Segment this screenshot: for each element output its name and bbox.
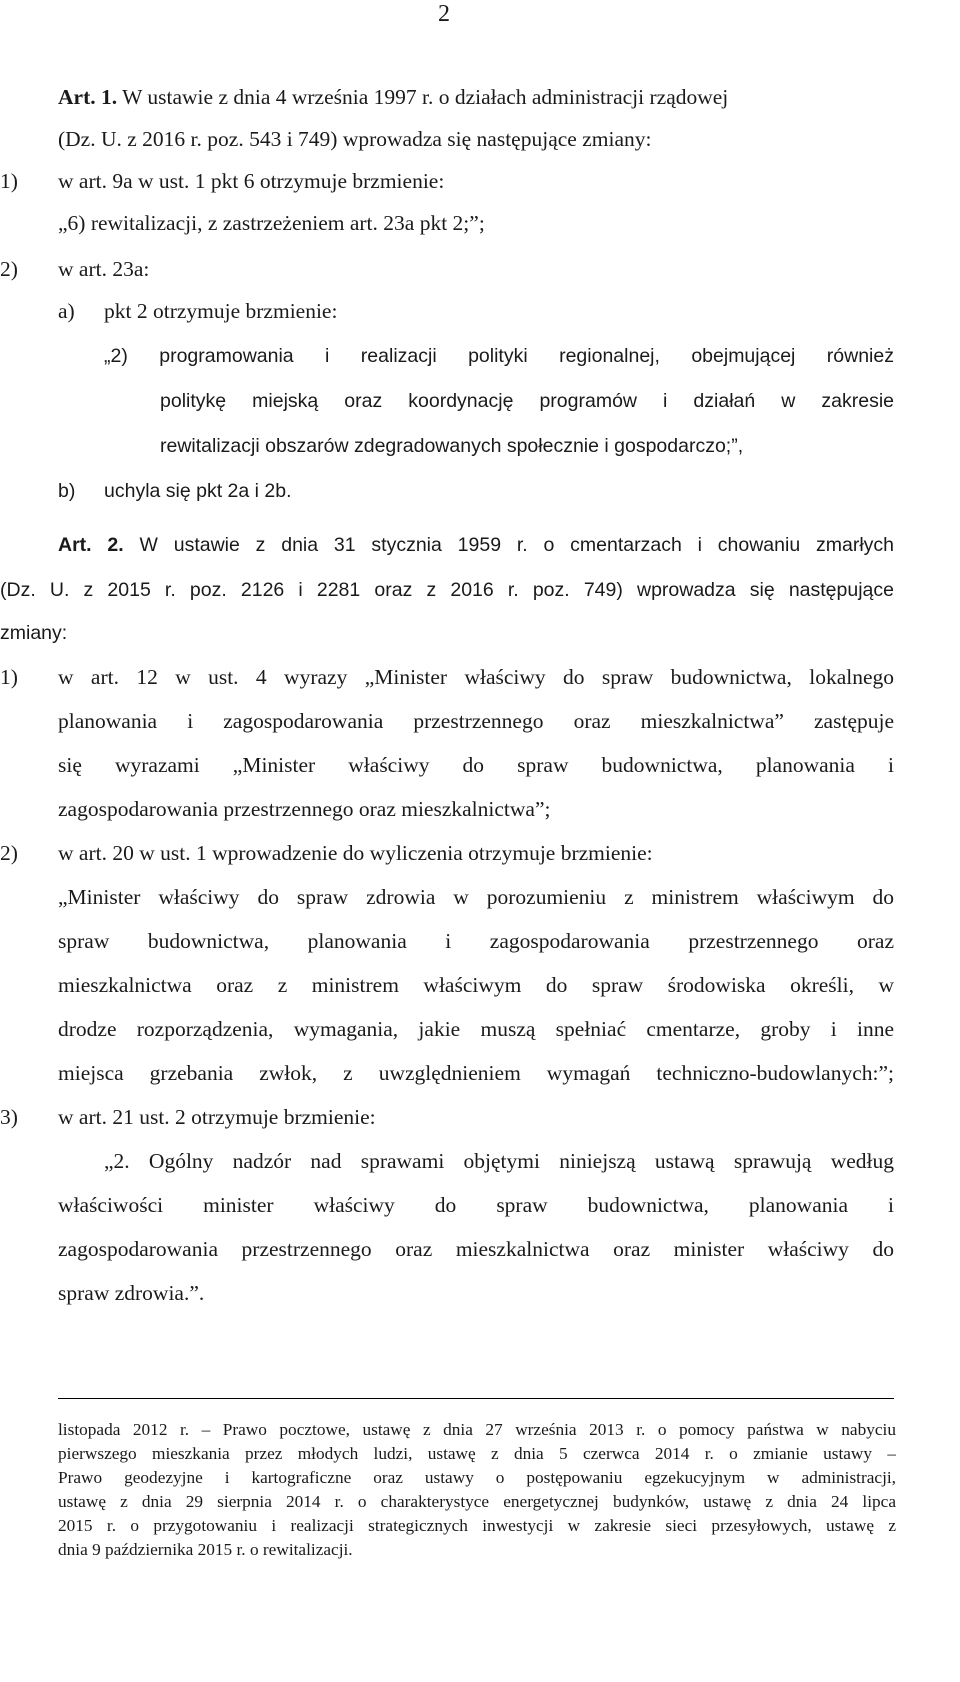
art1-intro-line1 — [58, 82, 728, 112]
footnote-line4: ustawę z dnia 29 sierpnia 2014 r. o charakterystyce energetycznej budynków, ustawę z dnia 24 lipca — [58, 1492, 896, 1511]
letter-b-text: uchyla się pkt 2a i 2b. — [104, 480, 292, 502]
art2-point1-line1: w art. 12 w ust. 4 wyrazy „Minister właściwy do spraw budownictwa, lokalnego — [58, 665, 894, 689]
footnote-line6: dnia 9 października 2015 r. o rewitalizacji. — [58, 1540, 353, 1559]
art1-point1-quote: „6) rewitalizacji, z zastrzeżeniem art. 23a pkt 2;”; — [58, 211, 485, 235]
art1-label: Art. 1. — [58, 85, 118, 109]
art1-intro-line2: (Dz. U. z 2016 r. poz. 543 i 749) wprowadza się następujące zmiany: — [58, 127, 652, 151]
art1-point1-number: 1) — [0, 169, 18, 193]
art2-intro-text: W ustawie z dnia 31 stycznia 1959 r. o cmentarzach i chowaniu zmarłych — [139, 534, 894, 556]
art2-label: Art. 2. — [58, 534, 124, 556]
art2-point2-quote-line5: miejsca grzebania zwłok, z uwzględnieniem wymagań techniczno-budowlanych:”; — [58, 1061, 894, 1085]
art2-point1-line3: się wyrazami „Minister właściwy do spraw budownictwa, planowania i — [58, 753, 894, 777]
footnote-line2: pierwszego mieszkania przez młodych ludzi, ustawę z dnia 5 czerwca 2014 r. o zmianie ustawy – — [58, 1444, 896, 1463]
art2-point3-text: w art. 21 ust. 2 otrzymuje brzmienie: — [58, 1105, 376, 1129]
art2-point3-quote-line4: spraw zdrowia.”. — [58, 1281, 205, 1305]
art2-point2-number: 2) — [0, 841, 18, 865]
art2-point3-quote-line2: właściwości minister właściwy do spraw budownictwa, planowania i — [58, 1193, 894, 1217]
letter-a-quote-line2: politykę miejską oraz koordynację programów i działań w zakresie — [160, 390, 894, 412]
art2-point2-quote-line4: drodze rozporządzenia, wymagania, jakie muszą spełniać cmentarze, groby i inne — [58, 1017, 894, 1041]
letter-a-label: a) — [58, 299, 75, 323]
art2-point1-line2: planowania i zagospodarowania przestrzennego oraz mieszkalnictwa” zastępuje — [58, 709, 894, 733]
art2-intro-line1 — [58, 530, 894, 560]
art2-point2-quote-line1: „Minister właściwy do spraw zdrowia w porozumieniu z ministrem właściwym do — [58, 885, 894, 909]
art2-point2-text: w art. 20 w ust. 1 wprowadzenie do wyliczenia otrzymuje brzmienie: — [58, 841, 653, 865]
art1-point1-text: w art. 9a w ust. 1 pkt 6 otrzymuje brzmienie: — [58, 169, 445, 193]
art2-point2-quote-line3: mieszkalnictwa oraz z ministrem właściwym do spraw środowiska określi, w — [58, 973, 894, 997]
footnote-line3: Prawo geodezyjne i kartograficzne oraz ustawy o postępowaniu egzekucyjnym w administracji, — [58, 1468, 896, 1487]
art2-point1-number: 1) — [0, 665, 18, 689]
art2-intro-line2: (Dz. U. z 2015 r. poz. 2126 i 2281 oraz z 2016 r. poz. 749) wprowadza się następujące — [0, 579, 894, 601]
letter-a-quote-line3: rewitalizacji obszarów zdegradowanych społecznie i gospodarczo;”, — [160, 435, 744, 457]
art1-intro-text: W ustawie z dnia 4 września 1997 r. o działach administracji rządowej — [122, 85, 729, 109]
art2-point3-number: 3) — [0, 1105, 18, 1129]
art2-intro-line3: zmiany: — [0, 622, 68, 644]
letter-a-quote-line1: „2) programowania i realizacji polityki regionalnej, obejmującej również — [104, 345, 894, 367]
art1-point2-number: 2) — [0, 257, 18, 281]
footnote-line1: listopada 2012 r. – Prawo pocztowe, ustawę z dnia 27 września 2013 r. o pomocy państwa w nabyciu — [58, 1420, 896, 1439]
art2-point2-quote-line2: spraw budownictwa, planowania i zagospodarowania przestrzennego oraz — [58, 929, 894, 953]
page-number: 2 — [438, 1, 450, 27]
footnote-separator — [58, 1398, 894, 1399]
art1-point2-text: w art. 23a: — [58, 257, 150, 281]
letter-a-text: pkt 2 otrzymuje brzmienie: — [104, 299, 338, 323]
art2-point3-quote-line3: zagospodarowania przestrzennego oraz mieszkalnictwa oraz minister właściwy do — [58, 1237, 894, 1261]
art2-point3-quote-line1: „2. Ogólny nadzór nad sprawami objętymi niniejszą ustawą sprawują według — [104, 1149, 894, 1173]
art2-point1-line4: zagospodarowania przestrzennego oraz mieszkalnictwa”; — [58, 797, 551, 821]
letter-b-label: b) — [58, 480, 76, 502]
footnote-line5: 2015 r. o przygotowaniu i realizacji strategicznych inwestycji w zakresie sieci przesyłowych, ustawę z — [58, 1516, 896, 1535]
